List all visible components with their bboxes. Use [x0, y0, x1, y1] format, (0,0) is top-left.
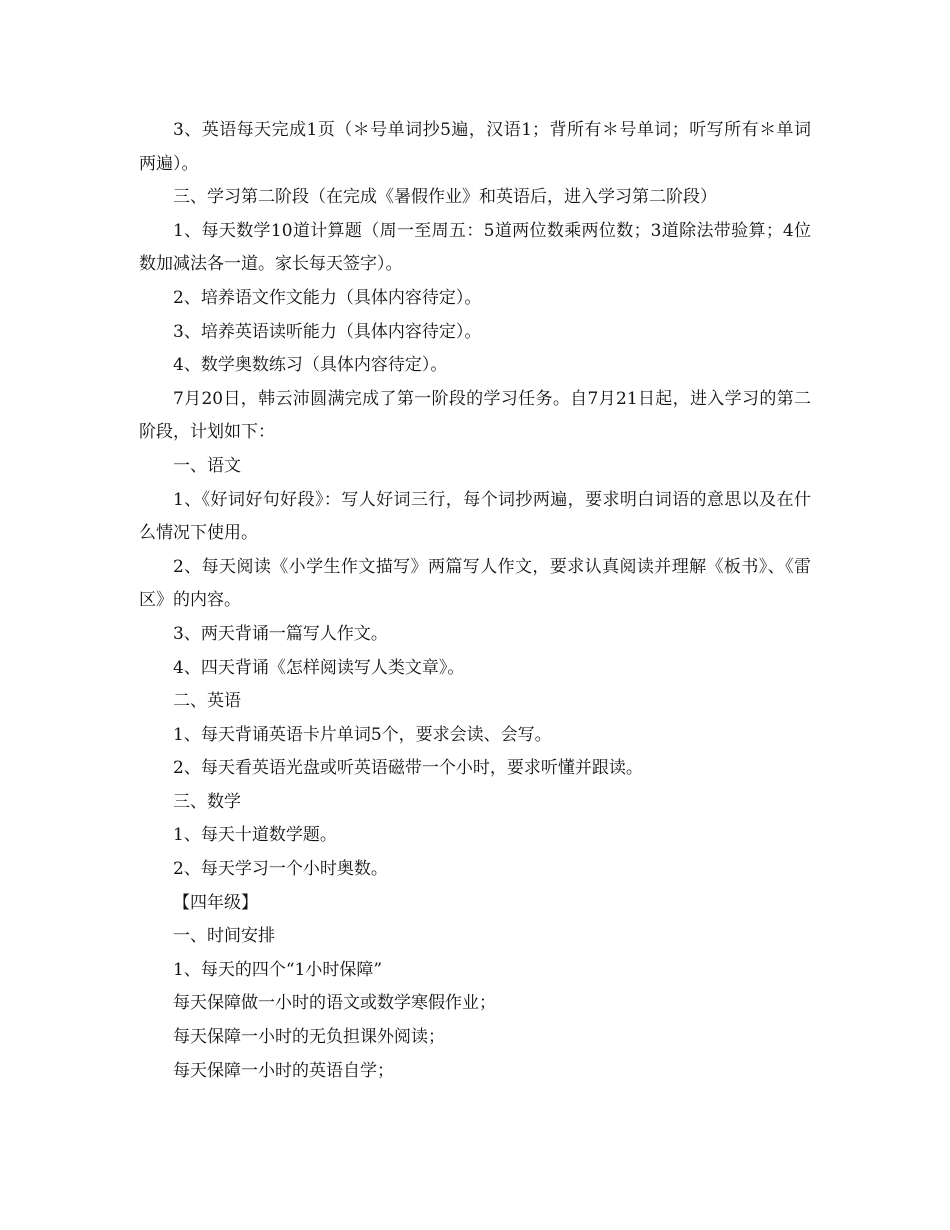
heading-english: 二、英语: [173, 691, 241, 712]
heading-time-schedule: 一、时间安排: [173, 926, 275, 947]
document-body: [139, 114, 811, 1088]
paragraph-english-listening: 3、培养英语读听能力（具体内容待定）。: [173, 321, 482, 342]
heading-stage-two: 三、学习第二阶段（在完成《暑假作业》和英语后，进入学习第二阶段）: [173, 187, 717, 208]
paragraph-recite-essay: 3、两天背诵一篇写人作文。: [173, 623, 388, 644]
paragraph-olympiad-math: 4、数学奥数练习（具体内容待定）。: [173, 355, 448, 376]
paragraph-chinese-writing: 2、培养语文作文能力（具体内容待定）。: [173, 287, 482, 308]
paragraph-math-calc: 1、每天数学10道计算题（周一至周五：5道两位数乘两位数；3道除法带验算；4位数加减法各一道。家长每天签字）。: [139, 220, 811, 275]
heading-chinese: 一、语文: [173, 455, 241, 476]
heading-math: 三、数学: [173, 791, 241, 812]
paragraph-homework-hour: 每天保障做一小时的语文或数学寒假作业；: [173, 993, 496, 1014]
paragraph-olympiad-hour: 2、每天学习一个小时奥数。: [173, 859, 388, 880]
paragraph-date-plan: 7月20日，韩云沛圆满完成了第一阶段的学习任务。自7月21日起，进入学习的第二阶段，计划如下：: [139, 388, 811, 443]
paragraph-english-daily: 3、英语每天完成1页（＊号单词抄5遍，汉语1；背所有＊号单词；听写所有＊单词两遍）。: [139, 120, 811, 174]
paragraph-english-hour: 每天保障一小时的英语自学；: [173, 1060, 394, 1081]
paragraph-daily-reading: 2、每天阅读《小学生作文描写》两篇写人作文，要求认真阅读并理解《板书》、《雷区》的内容。: [139, 556, 811, 611]
paragraph-reading-hour: 每天保障一小时的无负担课外阅读；: [173, 1027, 445, 1048]
heading-grade-four: 【四年级】: [173, 892, 258, 913]
paragraph-four-hours: 1、每天的四个“1小时保障”: [173, 959, 383, 980]
paragraph-good-words: 1、《好词好句好段》：写人好词三行，每个词抄两遍，要求明白词语的意思以及在什么情况下使用。: [139, 489, 811, 544]
paragraph-word-cards: 1、每天背诵英语卡片单词5个，要求会读、会写。: [173, 724, 552, 745]
paragraph-ten-problems: 1、每天十道数学题。: [173, 825, 337, 846]
paragraph-recite-article: 4、四天背诵《怎样阅读写人类文章》。: [173, 657, 465, 678]
paragraph-english-audio: 2、每天看英语光盘或听英语磁带一个小时，要求听懂并跟读。: [173, 758, 643, 779]
